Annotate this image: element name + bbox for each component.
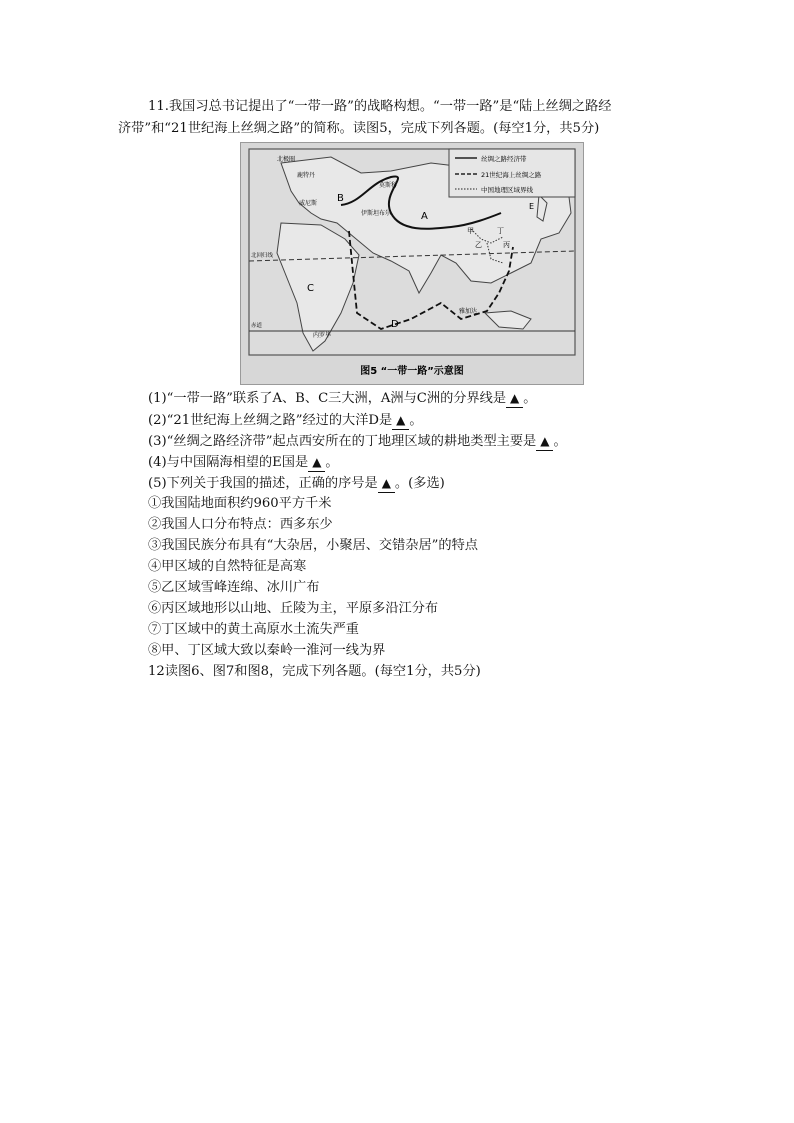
map-label-moscow: 莫斯科 (379, 182, 398, 189)
answer-blank-3[interactable]: ▲ (536, 432, 553, 451)
map-label-jakarta: 雅加达 (459, 308, 478, 315)
subq-4-end: 。 (325, 455, 339, 470)
answer-blank-4[interactable]: ▲ (308, 453, 325, 472)
belt-road-map (240, 142, 584, 385)
map-label-rotterdam: 鹿特丹 (297, 172, 316, 179)
map-label-arctic: 北极圈 (277, 156, 296, 163)
q11-line2: 济带”和“21世纪海上丝绸之路”的简称。读图5，完成下列各题。(每空1分，共5分) (118, 121, 600, 136)
q11-line1: 11.我国习总书记提出了“一带一路”的战略构想。“一带一路”是“陆上丝绸之路经 (148, 99, 612, 114)
q12-line: 12读图6、图7和图8，完成下列各题。(每空1分，共5分) (148, 664, 481, 679)
subq-5 (148, 474, 445, 493)
option-2: ②我国人口分布特点：西多东少 (148, 517, 333, 532)
subq-5-text: (5)下列关于我国的描述，正确的序号是 (148, 476, 378, 491)
answer-blank-2[interactable]: ▲ (392, 411, 409, 430)
legend-maritime-road: 21世纪海上丝绸之路 (481, 171, 542, 179)
map-label-equator: 赤道 (251, 323, 263, 329)
map-label-venice: 威尼斯 (299, 200, 318, 207)
legend-region-boundary: 中国地理区域界线 (481, 186, 533, 194)
map-caption: 图5 “一带一路”示意图 (360, 366, 464, 377)
subq-3-text: (3)“丝绸之路经济带”起点西安所在的丁地理区域的耕地类型主要是 (148, 434, 537, 449)
subq-4 (148, 453, 339, 472)
subq-1-text: (1)“一带一路”联系了A、B、C三大洲，A洲与C洲的分界线是 (148, 391, 507, 406)
subq-1-end: 。 (523, 391, 537, 406)
subq-3-end: 。 (553, 434, 567, 449)
map-label-istanbul: 伊斯坦布尔 (361, 210, 392, 217)
subq-3 (148, 432, 567, 451)
subq-2 (148, 411, 423, 430)
option-4: ④甲区域的自然特征是高寒 (148, 559, 307, 574)
subq-2-end: 。 (409, 413, 423, 428)
subq-2-text: (2)“21世纪海上丝绸之路”经过的大洋D是 (148, 413, 393, 428)
subq-1 (148, 389, 536, 408)
map-label-yi: 乙 (475, 241, 482, 249)
option-8: ⑧甲、丁区域大致以秦岭一淮河一线为界 (148, 643, 386, 658)
subq-4-text: (4)与中国隔海相望的E国是 (148, 455, 309, 470)
answer-blank-1[interactable]: ▲ (506, 389, 523, 408)
map-label-b: B (337, 193, 344, 204)
legend-silk-road: 丝绸之路经济带 (481, 155, 527, 163)
map-label-d: D (391, 319, 399, 330)
answer-blank-5[interactable]: ▲ (378, 474, 395, 493)
map-label-nairobi: 内罗毕 (313, 332, 332, 339)
option-6: ⑥丙区域地形以山地、丘陵为主，平原多沿江分布 (148, 601, 439, 616)
map-label-bing: 丙 (503, 241, 510, 249)
option-1: ①我国陆地面积约960平方千米 (148, 496, 332, 511)
map-label-c: C (307, 283, 314, 294)
map-label-ding: 丁 (497, 227, 504, 235)
option-7: ⑦丁区域中的黄土高原水土流失严重 (148, 622, 359, 637)
map-label-a: A (421, 211, 428, 222)
map-label-tropic: 北回归线 (251, 253, 274, 259)
option-3: ③我国民族分布具有“大杂居，小聚居、交错杂居”的特点 (148, 538, 478, 553)
map-label-e: E (529, 202, 535, 211)
option-5: ⑤乙区域雪峰连绵、冰川广布 (148, 580, 320, 595)
map-label-jia: 甲 (467, 227, 474, 235)
subq-5-end: 。(多选) (394, 476, 445, 491)
